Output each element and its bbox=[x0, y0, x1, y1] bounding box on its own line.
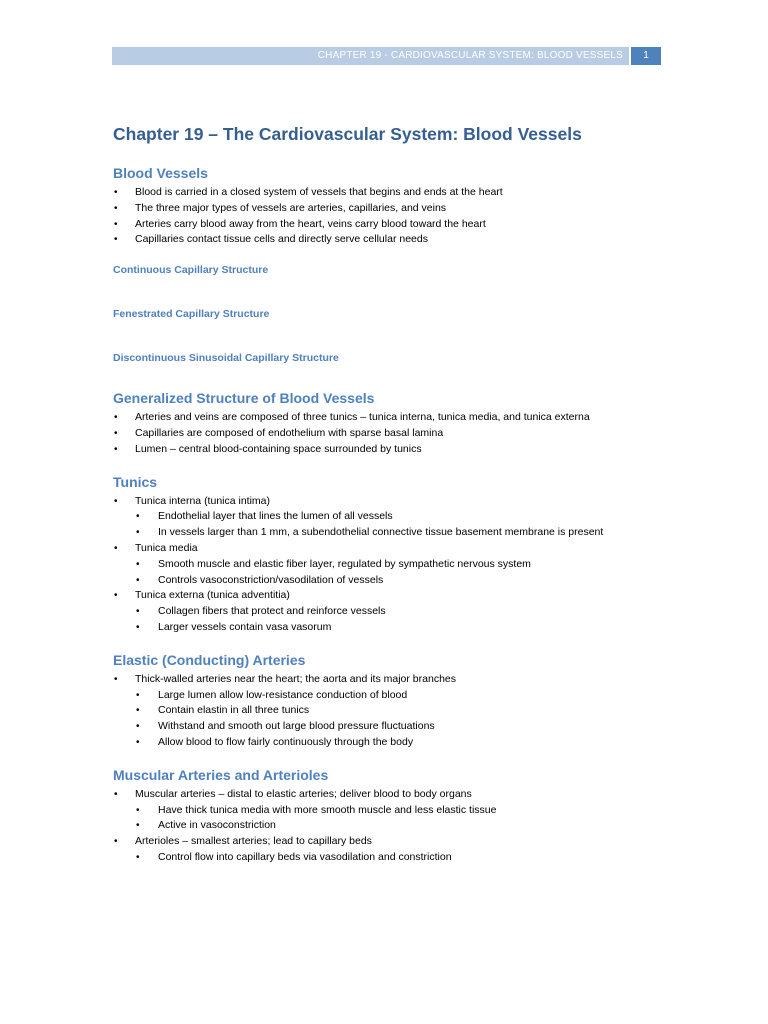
running-header-title: CHAPTER 19 - CARDIOVASCULAR SYSTEM: BLOOD VESSELS bbox=[317, 50, 623, 61]
tunics-list bbox=[113, 494, 658, 636]
bullet-icon: • bbox=[114, 234, 118, 246]
section-heading-generalized-structure: Generalized Structure of Blood Vessels bbox=[113, 390, 375, 407]
bullet-icon: • bbox=[136, 606, 140, 618]
list-item: • The three major types of vessels are arteries, capillaries, and veins bbox=[113, 201, 658, 217]
subheading-sinusoidal-capillary: Discontinuous Sinusoidal Capillary Structure bbox=[113, 352, 339, 365]
bullet-icon: • bbox=[136, 851, 140, 863]
sub-list-item: • Active in vasoconstriction bbox=[135, 818, 658, 834]
sub-list-item: • In vessels larger than 1 mm, a subendothelial connective tissue basement membrane is present bbox=[135, 525, 658, 541]
list-item: • Capillaries contact tissue cells and directly serve cellular needs bbox=[113, 232, 658, 248]
running-header bbox=[112, 47, 661, 65]
sub-list-item: • Collagen fibers that protect and reinforce vessels bbox=[135, 604, 658, 620]
sub-list-item: • Allow blood to flow fairly continuously through the body bbox=[135, 735, 658, 751]
section-heading-tunics: Tunics bbox=[113, 473, 158, 490]
bullet-icon: • bbox=[136, 621, 140, 633]
bullet-icon: • bbox=[136, 820, 140, 832]
bullet-icon: • bbox=[114, 187, 118, 198]
sub-list-item: • Large lumen allow low-resistance conduction of blood bbox=[135, 688, 658, 704]
elastic-arteries-sublist bbox=[135, 688, 658, 751]
list-item: • Capillaries are composed of endothelium with sparse basal lamina bbox=[113, 426, 658, 442]
list-item: • Lumen – central blood-containing space surrounded by tunics bbox=[113, 442, 658, 458]
list-item: • Tunica interna (tunica intima) • Endothelial layer that lines the lumen of all vessels • In vessels larger than 1 mm, a subendothelial connective tissue basement membrane is present bbox=[113, 494, 658, 541]
tunica-interna-sublist bbox=[135, 509, 658, 541]
sub-list-item: • Larger vessels contain vasa vasorum bbox=[135, 620, 658, 636]
bullet-icon: • bbox=[114, 202, 118, 214]
muscular-arteries-list bbox=[113, 787, 658, 866]
bullet-icon: • bbox=[136, 689, 140, 701]
bullet-icon: • bbox=[136, 511, 140, 523]
subheading-continuous-capillary: Continuous Capillary Structure bbox=[113, 264, 269, 277]
muscular-arteries-sublist bbox=[135, 803, 658, 835]
bullet-icon: • bbox=[114, 836, 118, 848]
bullet-icon: • bbox=[136, 705, 140, 717]
list-item: • Muscular arteries – distal to elastic arteries; deliver blood to body organs • Have thick tunica media with more smooth muscle and less elastic tissue • Active in vasoconstriction bbox=[113, 787, 658, 834]
section-heading-blood-vessels: Blood Vessels bbox=[113, 165, 208, 181]
tunica-externa-sublist bbox=[135, 604, 658, 636]
bullet-icon: • bbox=[114, 788, 118, 800]
generalized-structure-list bbox=[113, 410, 658, 457]
tunica-media-sublist bbox=[135, 557, 658, 589]
list-item: • Arterioles – smallest arteries; lead to capillary beds • Control flow into capillary beds via vasodilation and constriction bbox=[113, 834, 658, 866]
section-heading-muscular-arteries: Muscular Arteries and Arterioles bbox=[113, 766, 329, 783]
page-number: 1 bbox=[629, 47, 661, 65]
sub-list-item: • Smooth muscle and elastic fiber layer, regulated by sympathetic nervous system bbox=[135, 557, 658, 573]
bullet-icon: • bbox=[114, 443, 118, 455]
bullet-icon: • bbox=[114, 218, 118, 230]
arterioles-sublist bbox=[135, 850, 658, 866]
sub-list-item: • Control flow into capillary beds via vasodilation and constriction bbox=[135, 850, 658, 866]
list-item: • Tunica externa (tunica adventitia) • Collagen fibers that protect and reinforce vessels • Larger vessels contain vasa vasorum bbox=[113, 588, 658, 635]
list-item: • Blood is carried in a closed system of vessels that begins and ends at the heart bbox=[113, 185, 658, 201]
list-item: • Thick-walled arteries near the heart; the aorta and its major branches • Large lumen allow low-resistance conduction of blood • Contain elastin in all three tunics • Withstand and smooth out large blood pressure fluctuations • Allow blood to flow fairly continuously through the body bbox=[113, 672, 658, 751]
bullet-icon: • bbox=[136, 574, 140, 586]
sub-list-item: • Endothelial layer that lines the lumen of all vessels bbox=[135, 509, 658, 525]
bullet-icon: • bbox=[114, 673, 118, 685]
bullet-icon: • bbox=[114, 542, 118, 554]
bullet-icon: • bbox=[136, 527, 140, 539]
sub-list-item: • Controls vasoconstriction/vasodilation of vessels bbox=[135, 573, 658, 589]
bullet-icon: • bbox=[114, 495, 118, 507]
section-heading-elastic-arteries: Elastic (Conducting) Arteries bbox=[113, 651, 306, 668]
document-body bbox=[113, 123, 658, 866]
elastic-arteries-list bbox=[113, 672, 658, 751]
bullet-icon: • bbox=[114, 590, 118, 602]
bullet-icon: • bbox=[136, 721, 140, 733]
bullet-icon: • bbox=[136, 804, 140, 816]
sub-list-item: • Withstand and smooth out large blood pressure fluctuations bbox=[135, 719, 658, 735]
list-item: • Tunica media • Smooth muscle and elastic fiber layer, regulated by sympathetic nervous system • Controls vasoconstriction/vasodilation of vessels bbox=[113, 541, 658, 588]
blood-vessels-list bbox=[113, 185, 658, 248]
list-item: • Arteries carry blood away from the heart, veins carry blood toward the heart bbox=[113, 217, 658, 233]
subheading-fenestrated-capillary: Fenestrated Capillary Structure bbox=[113, 308, 270, 321]
bullet-icon: • bbox=[114, 427, 118, 439]
chapter-title: Chapter 19 – The Cardiovascular System: Blood Vessels bbox=[113, 124, 582, 144]
sub-list-item: • Have thick tunica media with more smooth muscle and less elastic tissue bbox=[135, 803, 658, 819]
bullet-icon: • bbox=[136, 558, 140, 570]
sub-list-item: • Contain elastin in all three tunics bbox=[135, 703, 658, 719]
list-item: • Arteries and veins are composed of three tunics – tunica interna, tunica media, and tunica externa bbox=[113, 410, 658, 426]
bullet-icon: • bbox=[114, 412, 118, 424]
bullet-icon: • bbox=[136, 736, 140, 748]
